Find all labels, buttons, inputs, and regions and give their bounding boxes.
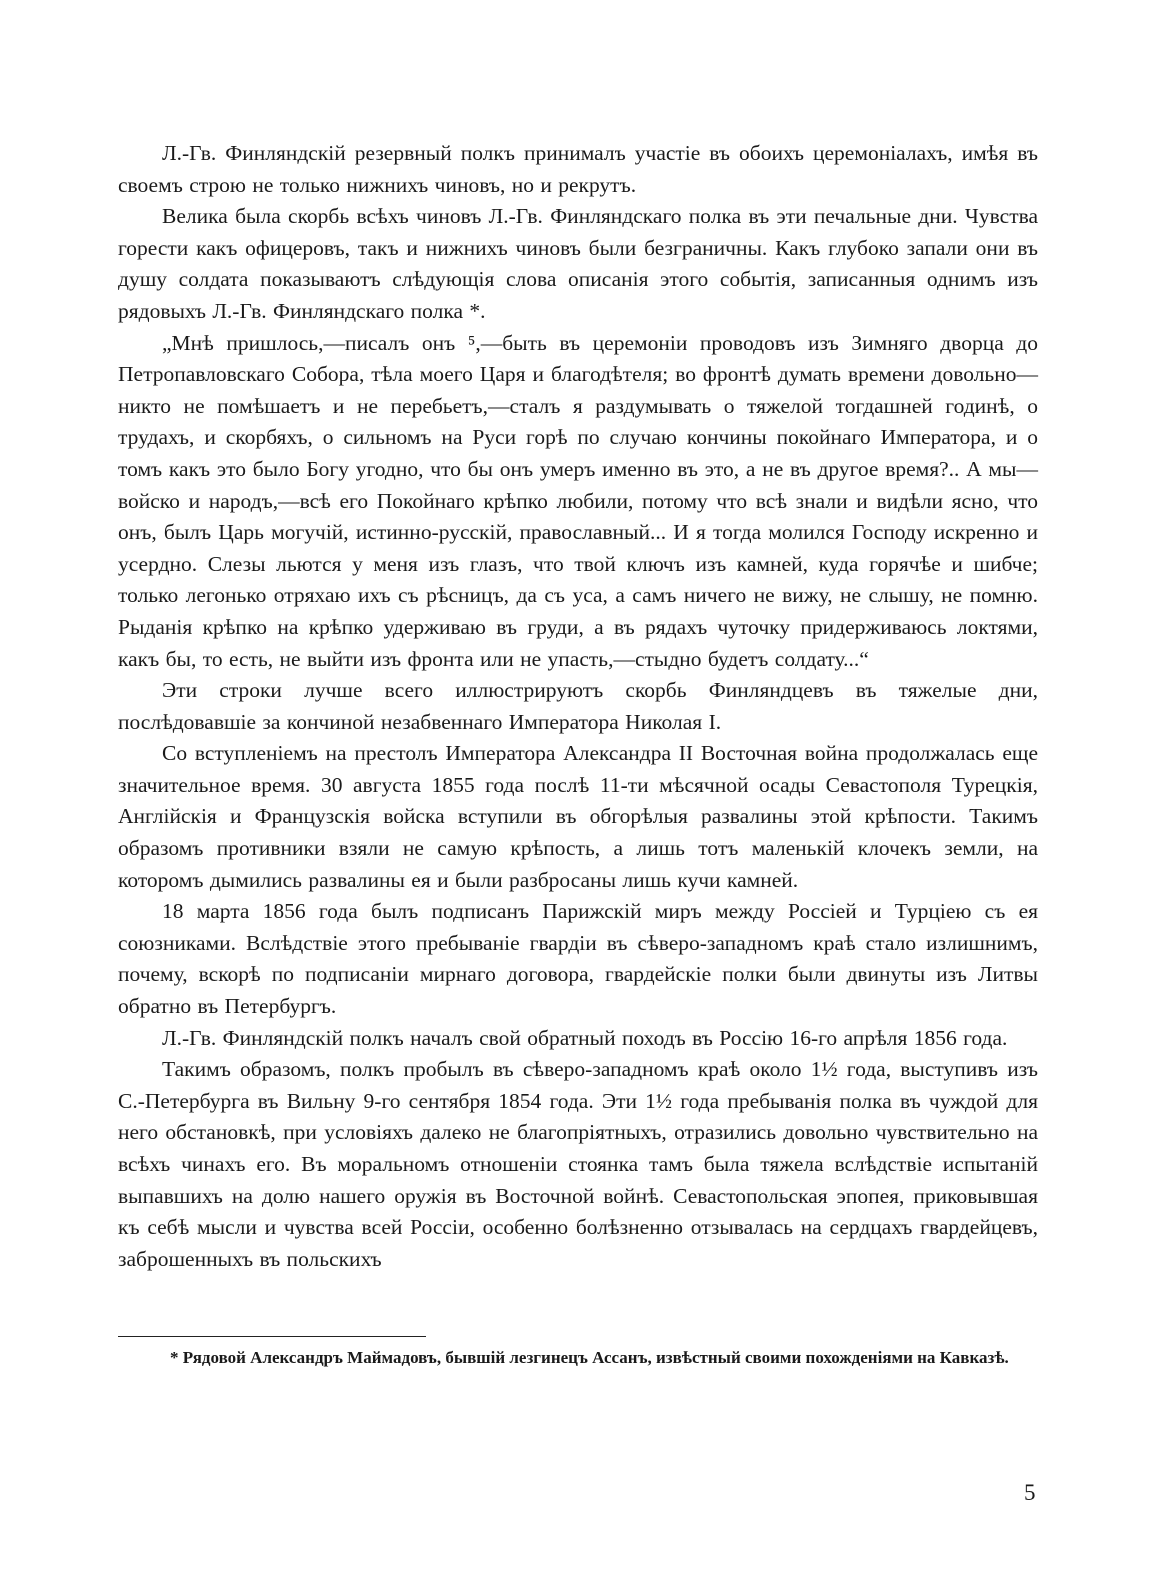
page-body bbox=[118, 138, 1038, 1275]
paragraph-stay-summary: Такимъ образомъ, полкъ пробылъ въ сѣверо-западномъ краѣ около 1½ года, выступивъ изъ С.-Петербурга въ Вильну 9-го сентября 1854 года. Эти 1½ года пребыванія полка въ чуждой для него обстановкѣ, при условіяхъ далеко не благопріятныхъ, отразились довольно чувствительно на всѣхъ чинахъ его. Въ моральномъ отношеніи стоянка тамъ была тяжела вслѣдствіе испытаній выпавшихъ на долю нашего оружія въ Восточной войнѣ. Севастопольская эпопея, приковывшая къ себѣ мысли и чувства всей Россіи, особенно болѣзненно отзывалась на сердцахъ гвардейцевъ, заброшенныхъ въ польскихъ bbox=[118, 1057, 1038, 1271]
page-number: 5 bbox=[1024, 1480, 1036, 1505]
paragraph-reserve-regiment: Л.-Гв. Финляндскій резервный полкъ принималъ участіе въ обоихъ церемоніалахъ, имѣя въ своемъ строю не только нижнихъ чиновъ, но и рекрутъ. bbox=[118, 141, 1038, 197]
paragraph-illustration: Эти строки лучше всего иллюстрируютъ скорбь Финляндцевъ въ тяжелые дни, послѣдовавшіе за кончиной незабвеннаго Императора Николая I. bbox=[118, 678, 1038, 734]
paragraph-sevastopol: Со вступленіемъ на престолъ Императора Александра II Восточная война продолжалась еще значительное время. 30 августа 1855 года послѣ 11-ти мѣсячной осады Севастополя Турецкія, Англійскія и Французскія войска вступили въ обгорѣлыя развалины этой крѣпости. Такимъ образомъ противники взяли не самую крѣпость, а лишь тотъ маленькій клочекъ земли, на которомъ дымились развалины ея и были разбросаны лишь кучи камней. bbox=[118, 741, 1038, 892]
paragraph-return-march: Л.-Гв. Финляндскій полкъ началъ свой обратный походъ въ Россію 16-го апрѣля 1856 года. bbox=[162, 1025, 1008, 1050]
footnote-divider bbox=[118, 1336, 426, 1337]
paragraph-grief: Велика была скорбь всѣхъ чиновъ Л.-Гв. Финляндскаго полка въ эти печальные дни. Чувства горести какъ офицеровъ, такъ и нижнихъ чиновъ были безграничны. Какъ глубоко запали они въ душу солдата показываютъ слѣдующія слова описанія этого событія, записанныя однимъ изъ рядовыхъ Л.-Гв. Финляндскаго полка *. bbox=[118, 204, 1038, 323]
footnote: * Рядовой Александръ Маймадовъ, бывшій лезгинецъ Ассанъ, извѣстный своими похожденіями на Кавказѣ. bbox=[170, 1348, 1009, 1367]
paragraph-soldier-quote: „Мнѣ пришлось,—писалъ онъ ⁵,—быть въ церемоніи проводовъ изъ Зимняго дворца до Петропавловскаго Собора, тѣла моего Царя и благодѣтеля; во фронтѣ думать времени довольно—никто не помѣшаетъ и не перебьетъ,—сталъ я раздумывать о тяжелой тогдашней годинѣ, о трудахъ, и скорбяхъ, о сильномъ на Руси горѣ по случаю кончины покойнаго Императора, и о томъ какъ это было Богу угодно, что бы онъ умеръ именно въ это, а не въ другое время?.. А мы—войско и народъ,—всѣ его Покойнаго крѣпко любили, потому что всѣ знали и видѣли ясно, что онъ, былъ Царь могучій, истинно-русскій, православный... И я тогда молился Господу искренно и усердно. Слезы льются у меня изъ глазъ, что твой ключъ изъ камней, куда горячѣе и шибче; только легонько отряхаю ихъ съ рѣсницъ, да съ уса, а самъ ничего не вижу, не слышу, не помню. Рыданія крѣпко на крѣпко удерживаю въ груди, а въ рядахъ чуточку придерживаюсь локтями, какъ бы, то есть, не выйти изъ фронта или не упасть,—стыдно будетъ солдату...“ bbox=[118, 330, 1038, 671]
paragraph-paris-peace: 18 марта 1856 года былъ подписанъ Парижскій миръ между Россіей и Турціею съ ея союзниками. Вслѣдствіе этого пребываніе гвардіи въ сѣверо-западномъ краѣ стало излишнимъ, почему, вскорѣ по подписаніи мирнаго договора, гвардейскіе полки были двинуты изъ Литвы обратно въ Петербургъ. bbox=[118, 899, 1038, 1019]
